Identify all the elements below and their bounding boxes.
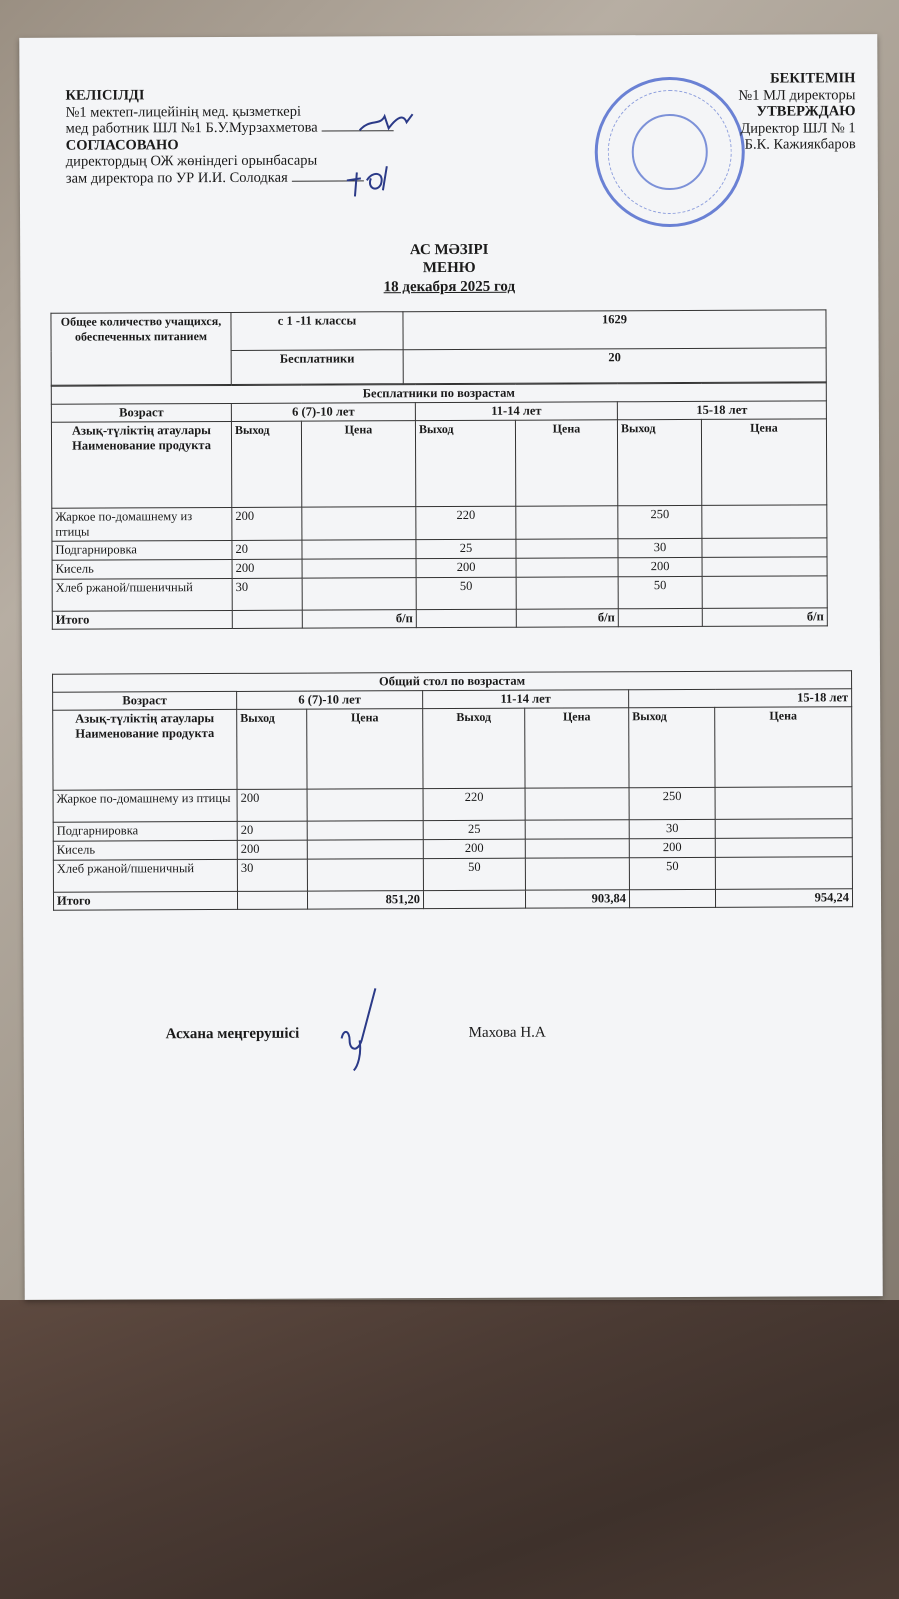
product-name: Хлеб ржаной/пшеничный <box>52 578 232 611</box>
approve-ru: УТВЕРЖДАЮ <box>756 103 856 120</box>
free-label: Бесплатники <box>231 350 403 385</box>
age-label: Возраст <box>53 691 237 710</box>
out-value: 200 <box>618 557 702 576</box>
product-name: Подгарнировка <box>52 540 232 560</box>
product-header: Азық-түліктің атаулары Наименование продукта <box>53 709 237 790</box>
footer-role: Асхана меңгерушісі <box>165 1025 300 1043</box>
director-ru: Директор ШЛ № 1 <box>740 119 856 137</box>
menu-date: 18 декабря 2025 год <box>383 278 516 296</box>
out-value: 25 <box>423 820 525 839</box>
deputy-kz: директордың ОЖ жөніндегі орынбасары <box>65 152 318 170</box>
age-group-1: 6 (7)-10 лет <box>237 691 423 710</box>
out-value: 200 <box>237 789 307 821</box>
out-value: 20 <box>237 821 307 840</box>
out-value: 200 <box>232 507 302 540</box>
signature-deputy <box>343 160 403 200</box>
free-meals-table <box>51 382 828 629</box>
med-kz: №1 мектеп-лицейінің мед. қызметкері <box>65 103 302 121</box>
table-surface <box>0 1300 899 1599</box>
out-header: Выход <box>237 709 307 789</box>
age-group-3: 15-18 лет <box>629 689 852 708</box>
summary-table <box>50 309 826 385</box>
agreed-ru: СОГЛАСОВАНО <box>65 136 179 154</box>
product-name: Жаркое по-домашнему из птицы <box>52 507 232 541</box>
out-value: 200 <box>232 559 302 578</box>
footer-name: Махова Н.А <box>468 1024 546 1041</box>
total-value: б/п <box>702 608 827 627</box>
deputy-ru: зам директора по УР И.И. Солодкая <box>65 169 288 187</box>
title-kz: АС МӘЗІРІ <box>409 241 489 259</box>
price-header: Цена <box>307 709 423 790</box>
product-name: Подгарнировка <box>53 821 237 841</box>
classes-value: 1629 <box>403 310 826 350</box>
product-header: Азық-түліктің атаулары Наименование продукта <box>51 421 231 508</box>
total-value: б/п <box>302 610 416 628</box>
director-kz: №1 МЛ директоры <box>738 86 856 104</box>
out-value: 220 <box>416 506 516 539</box>
price-header: Цена <box>515 420 617 506</box>
total-row <box>53 889 852 910</box>
free-table-title: Бесплатники по возрастам <box>51 383 826 404</box>
table-row <box>53 857 852 892</box>
out-value: 50 <box>416 577 516 609</box>
out-value: 200 <box>423 839 525 858</box>
product-name: Хлеб ржаной/пшеничный <box>53 859 237 892</box>
age-group-1: 6 (7)-10 лет <box>231 403 415 422</box>
total-label: Итого <box>53 891 237 910</box>
price-header: Цена <box>715 707 852 788</box>
out-value: 200 <box>237 840 307 859</box>
out-header: Выход <box>629 707 715 787</box>
title-ru: МЕНЮ <box>422 259 476 277</box>
med-ru: мед работник ШЛ №1 Б.У.Мурзахметова <box>65 119 318 137</box>
signature-medic <box>355 108 435 138</box>
out-value: 220 <box>423 788 525 820</box>
age-label: Возраст <box>51 403 231 422</box>
product-name: Кисель <box>52 559 232 579</box>
table-row <box>52 576 827 611</box>
product-name: Кисель <box>53 840 237 860</box>
total-value: 903,84 <box>525 890 629 908</box>
table-row <box>52 505 827 541</box>
out-header: Выход <box>415 420 515 506</box>
summary-label: Общее количество учащихся, обеспеченных питанием <box>51 312 231 385</box>
menu-sheet <box>19 34 882 1300</box>
total-row <box>52 608 827 629</box>
age-group-3: 15-18 лет <box>617 401 826 420</box>
out-value: 200 <box>629 838 715 857</box>
signature-head-cook <box>335 984 385 1074</box>
age-group-2: 11-14 лет <box>423 690 629 709</box>
out-value: 50 <box>423 858 525 890</box>
total-value: б/п <box>516 609 618 627</box>
general-table <box>52 670 853 910</box>
out-value: 250 <box>618 505 702 538</box>
out-header: Выход <box>617 419 701 505</box>
out-value: 250 <box>629 787 715 819</box>
out-value: 30 <box>237 859 307 891</box>
out-header: Выход <box>423 708 525 788</box>
price-header: Цена <box>701 419 826 506</box>
out-value: 20 <box>232 540 302 559</box>
director-name: Б.К. Кажиякбаров <box>744 136 856 153</box>
out-value: 30 <box>629 819 715 838</box>
out-value: 50 <box>629 857 715 889</box>
out-value: 50 <box>618 576 702 608</box>
out-value: 30 <box>232 578 302 610</box>
deputy-ru-line <box>66 168 486 186</box>
out-value: 200 <box>416 558 516 577</box>
free-value: 20 <box>403 348 826 384</box>
header-right <box>595 70 855 154</box>
total-value: 851,20 <box>307 891 423 910</box>
product-name: Жаркое по-домашнему из птицы <box>53 789 237 822</box>
out-header: Выход <box>231 421 301 507</box>
general-table-title: Общий стол по возрастам <box>53 671 852 692</box>
classes-label: с 1 -11 классы <box>231 312 403 351</box>
total-label: Итого <box>52 610 232 629</box>
approve-kz: БЕКІТЕМІН <box>770 70 856 87</box>
out-value: 25 <box>416 539 516 558</box>
table-row <box>53 787 852 822</box>
agreed-kz: КЕЛІСІЛДІ <box>65 87 145 104</box>
total-value: 954,24 <box>715 889 852 908</box>
age-group-2: 11-14 лет <box>415 402 617 421</box>
out-value: 30 <box>618 538 702 557</box>
price-header: Цена <box>301 421 415 507</box>
price-header: Цена <box>525 708 629 788</box>
